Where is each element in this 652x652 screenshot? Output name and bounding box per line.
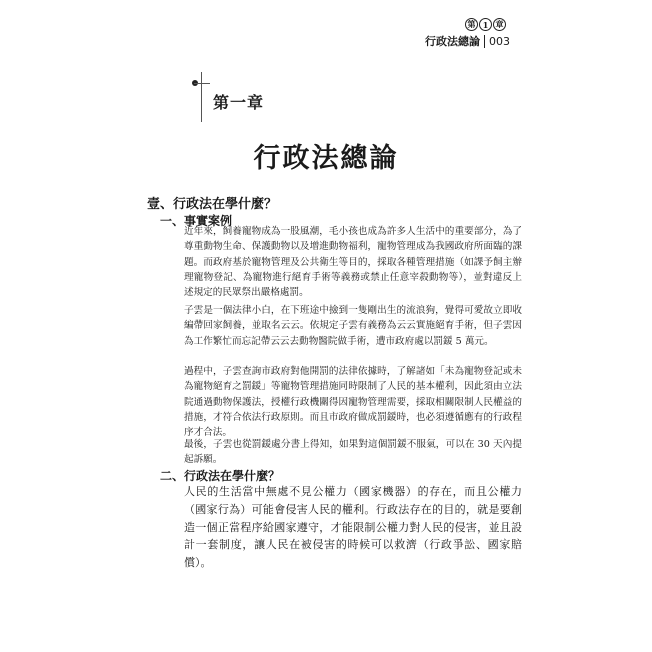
header-title: 行政法總論 (425, 35, 480, 48)
ornament-vertical-line (201, 72, 202, 122)
paragraph-1: 近年來，飼養寵物成為一股風潮，毛小孩也成為許多人生活中的重要部分，為了尊重動物生命、保護動物以及增進動物福利，寵物管理成為我國政府所面臨的課題。而政府基於寵物管理及公共衛生等目的，採取各種管理措施（如課予飼主辦理寵物登記、為寵物進行絕育手術等義務或禁止任意宰殺動物等），並對違反上述規定的民眾祭出嚴格處罰。 (184, 226, 522, 299)
chapter-suffix: 章 (493, 18, 506, 31)
page-number: 003 (489, 34, 510, 48)
chapter-badge (465, 18, 506, 31)
paragraph-3: 過程中，子雲查詢市政府對他開罰的法律依據時，了解諸如「未為寵物登記或未為寵物絕育之罰鍰」等寵物管理措施同時限制了人民的基本權利，因此須由立法院通過動物保護法，授權行政機關得因寵物管理需要，採取相關限制人民權益的措施，才符合依法行政原則。而且市政府做成罰鍰時，也必須遵循應有的行政程序才合法。 (184, 366, 522, 439)
subsection-heading-what: 二、行政法在學什麼？ (160, 469, 281, 483)
subsection-heading-case: 一、事實案例 (160, 214, 233, 228)
running-header (425, 18, 510, 49)
header-divider (484, 35, 485, 48)
chapter-number: 1 (479, 18, 492, 31)
chapter-prefix: 第 (465, 18, 478, 31)
chapter-title: 行政法總論 (253, 143, 399, 174)
ornament-horizontal-line (194, 83, 210, 84)
chapter-label: 第一章 (213, 93, 265, 112)
paragraph-5: 人民的生活當中無處不見公權力（國家機器）的存在，而且公權力（國家行為）可能會侵害人民的權利。行政法存在的目的，就是要創造一個正當程序給國家遵守，才能限制公權力對人民的侵害，並且設計一套制度，讓人民在被侵害的時候可以救濟（行政爭訟、國家賠償）。 (184, 485, 522, 570)
paragraph-4: 最後，子雲也從罰鍰處分書上得知，如果對這個罰鍰不服氣，可以在 30 天內提起訴願。 (184, 439, 522, 466)
section-heading: 壹、行政法在學什麼？ (147, 197, 278, 212)
paragraph-2: 子雲是一個法律小白，在下班途中撿到一隻剛出生的流浪狗，覺得可愛故立即收編帶回家飼養，並取名云云。依規定子雲有義務為云云實施絕育手術，但子雲因為工作繁忙而忘記帶云云去動物醫院做手術，遭市政府處以罰鍰 5 萬元。 (184, 305, 522, 347)
